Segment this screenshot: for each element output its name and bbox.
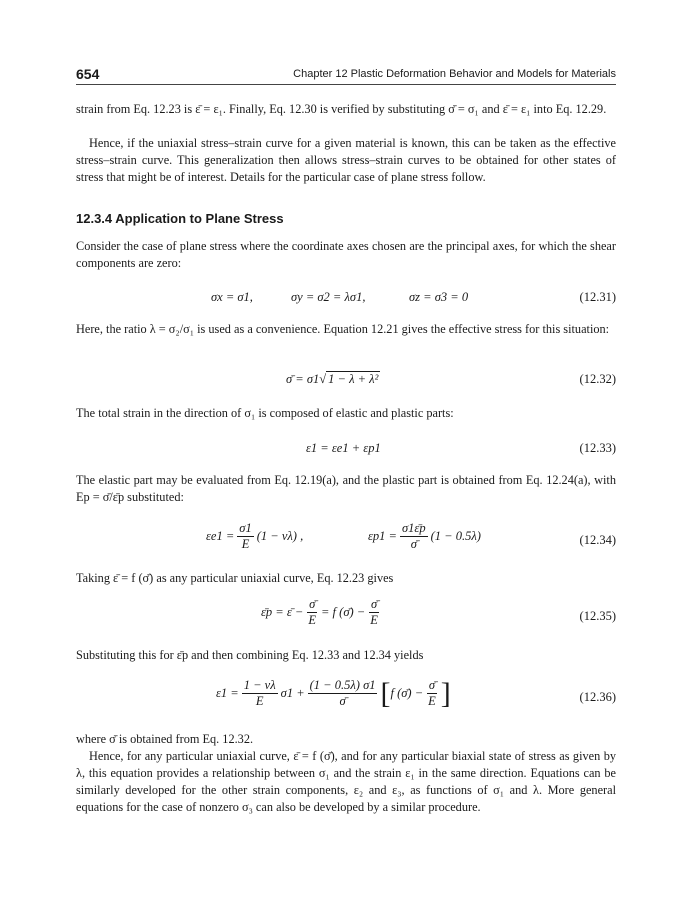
eq36-mid: σ1 + (280, 686, 305, 700)
eq35-frac1-num: σ̄ (309, 597, 316, 611)
section-heading: 12.3.4 Application to Plane Stress (76, 211, 284, 226)
eq36-frac3-den: E (428, 694, 436, 708)
eq32-radicand: 1 − λ + λ² (328, 372, 379, 386)
paragraph-conclusion: Hence, for any particular uniaxial curve, ε̄ = f (σ̄), and for any particular biaxial state of stress as given by λ, this equation provides a relationship between σ₁ and the strain ε₁ in the same direction. Equations can be similarly developed for the other strain components, ε₂ and ε₃, as functions of σ₁ and λ. More general equations for the case of nonzero σ₃ can also be developed by a similar procedure. (76, 749, 616, 814)
eq34-lhs2: εp1 = (368, 529, 397, 543)
paragraph-where: where σ̄ is obtained from Eq. 12.32. (76, 732, 254, 746)
equation-12-36 (76, 676, 616, 720)
paragraph-ratio: Here, the ratio λ = σ₂/σ₁ is used as a convenience. Equation 12.21 gives the effective stress for this situation: (76, 322, 610, 336)
eq31-term-b: σy = σ2 = λσ1, (291, 290, 366, 304)
eq35-frac2-num: σ̄ (370, 597, 378, 611)
eq35-frac1 (306, 597, 318, 628)
eq36-body (216, 678, 451, 709)
eq34-frac2-num: σ1ε̄p (402, 521, 426, 535)
eq32-body (286, 372, 380, 387)
equation-12-33 (76, 432, 616, 472)
eq32-number: (12.32) (579, 372, 616, 386)
equation-12-31 (76, 280, 616, 320)
paragraph-substituting: Substituting this for ε̄p and then combining Eq. 12.33 and 12.34 yields (76, 648, 424, 662)
eq34-frac2-den: σ̄ (410, 537, 417, 551)
eq31-number: (12.31) (579, 290, 616, 304)
eq35-mid: = f (σ̄) − (321, 605, 366, 619)
eq36-lhs: ε1 = (216, 686, 239, 700)
eq36-frac2-num: (1 − 0.5λ) σ1 (309, 678, 376, 692)
eq34-term2: (1 − 0.5λ) (430, 529, 481, 543)
chapter-running-head: Chapter 12 Plastic Deformation Behavior and Models for Materials (293, 68, 616, 80)
eq36-frac3 (426, 678, 438, 709)
eq36-frac3-num: σ̄ (428, 678, 436, 692)
eq36-frac1-num: 1 − νλ (243, 678, 276, 692)
eq35-frac1-den: E (308, 613, 316, 627)
paragraph-taking: Taking ε̄ = f (σ̄) as any particular uniaxial curve, Eq. 12.23 gives (76, 571, 394, 585)
eq31-term-c: σz = σ3 = 0 (409, 290, 469, 304)
eq34-number: (12.34) (579, 533, 616, 547)
eq32-lhs: σ̄ = σ1 (286, 372, 320, 386)
eq36-frac2-den: σ̄ (339, 694, 346, 708)
eq36-frac1 (242, 678, 278, 709)
eq36-right-bracket: ] (440, 676, 451, 710)
equation-12-34 (76, 519, 616, 563)
eq33-number: (12.33) (579, 441, 616, 455)
eq34-part-plastic (368, 521, 481, 552)
eq34-frac1 (237, 521, 253, 552)
eq34-part-elastic (206, 521, 303, 552)
eq31-term-a: σx = σ1, (211, 290, 253, 304)
eq36-left-bracket: [ (380, 676, 391, 710)
equation-12-32 (76, 362, 616, 402)
eq34-lhs1: εe1 = (206, 529, 235, 543)
paragraph-intro: strain from Eq. 12.23 is ε̄ = ε₁. Finally, Eq. 12.30 is verified by substituting σ̄ = σ₁ and ε̄ = ε₁ into Eq. 12.29. (76, 102, 607, 116)
eq36-number: (12.36) (579, 690, 616, 704)
eq33-body: ε1 = εe1 + εp1 (306, 441, 381, 455)
eq35-lhs: ε̄p = ε̄ − (261, 605, 304, 619)
eq34-frac2 (400, 521, 428, 552)
equation-12-35 (76, 595, 616, 639)
eq34-frac1-num: σ1 (239, 521, 252, 535)
eq36-inner: f (σ̄) − (390, 686, 424, 700)
paragraph-total-strain: The total strain in the direction of σ₁ is composed of elastic and plastic parts: (76, 406, 454, 420)
eq34-frac1-den: E (241, 537, 250, 551)
paragraph-generalization: Hence, if the uniaxial stress–strain curve for a given material is known, this can be taken as the effective stress–strain curve. This generalization then allows stress–strain curves to be obtained for other states of stress that might be of interest. Details for the particular case of plane stress follow. (76, 136, 616, 184)
eq32-sqrt: √ 1 − λ + λ² (319, 372, 379, 386)
eq36-frac1-den: E (255, 694, 264, 708)
page-number: 654 (76, 66, 100, 82)
paragraph-elastic-plastic: The elastic part may be evaluated from Eq. 12.19(a), and the plastic part is obtained from Eq. 12.24(a), with Ep = σ̄/ε̄p substituted: (76, 473, 616, 504)
eq35-frac2-den: E (370, 613, 378, 627)
running-header (76, 66, 616, 85)
eq35-frac2 (368, 597, 380, 628)
eq36-frac2 (308, 678, 378, 709)
eq34-term1: (1 − νλ) , (256, 529, 304, 543)
eq35-number: (12.35) (579, 609, 616, 623)
paragraph-plane-stress: Consider the case of plane stress where the coordinate axes chosen are the principal axes, for which the shear components are zero: (76, 239, 616, 270)
eq35-body (261, 597, 383, 628)
